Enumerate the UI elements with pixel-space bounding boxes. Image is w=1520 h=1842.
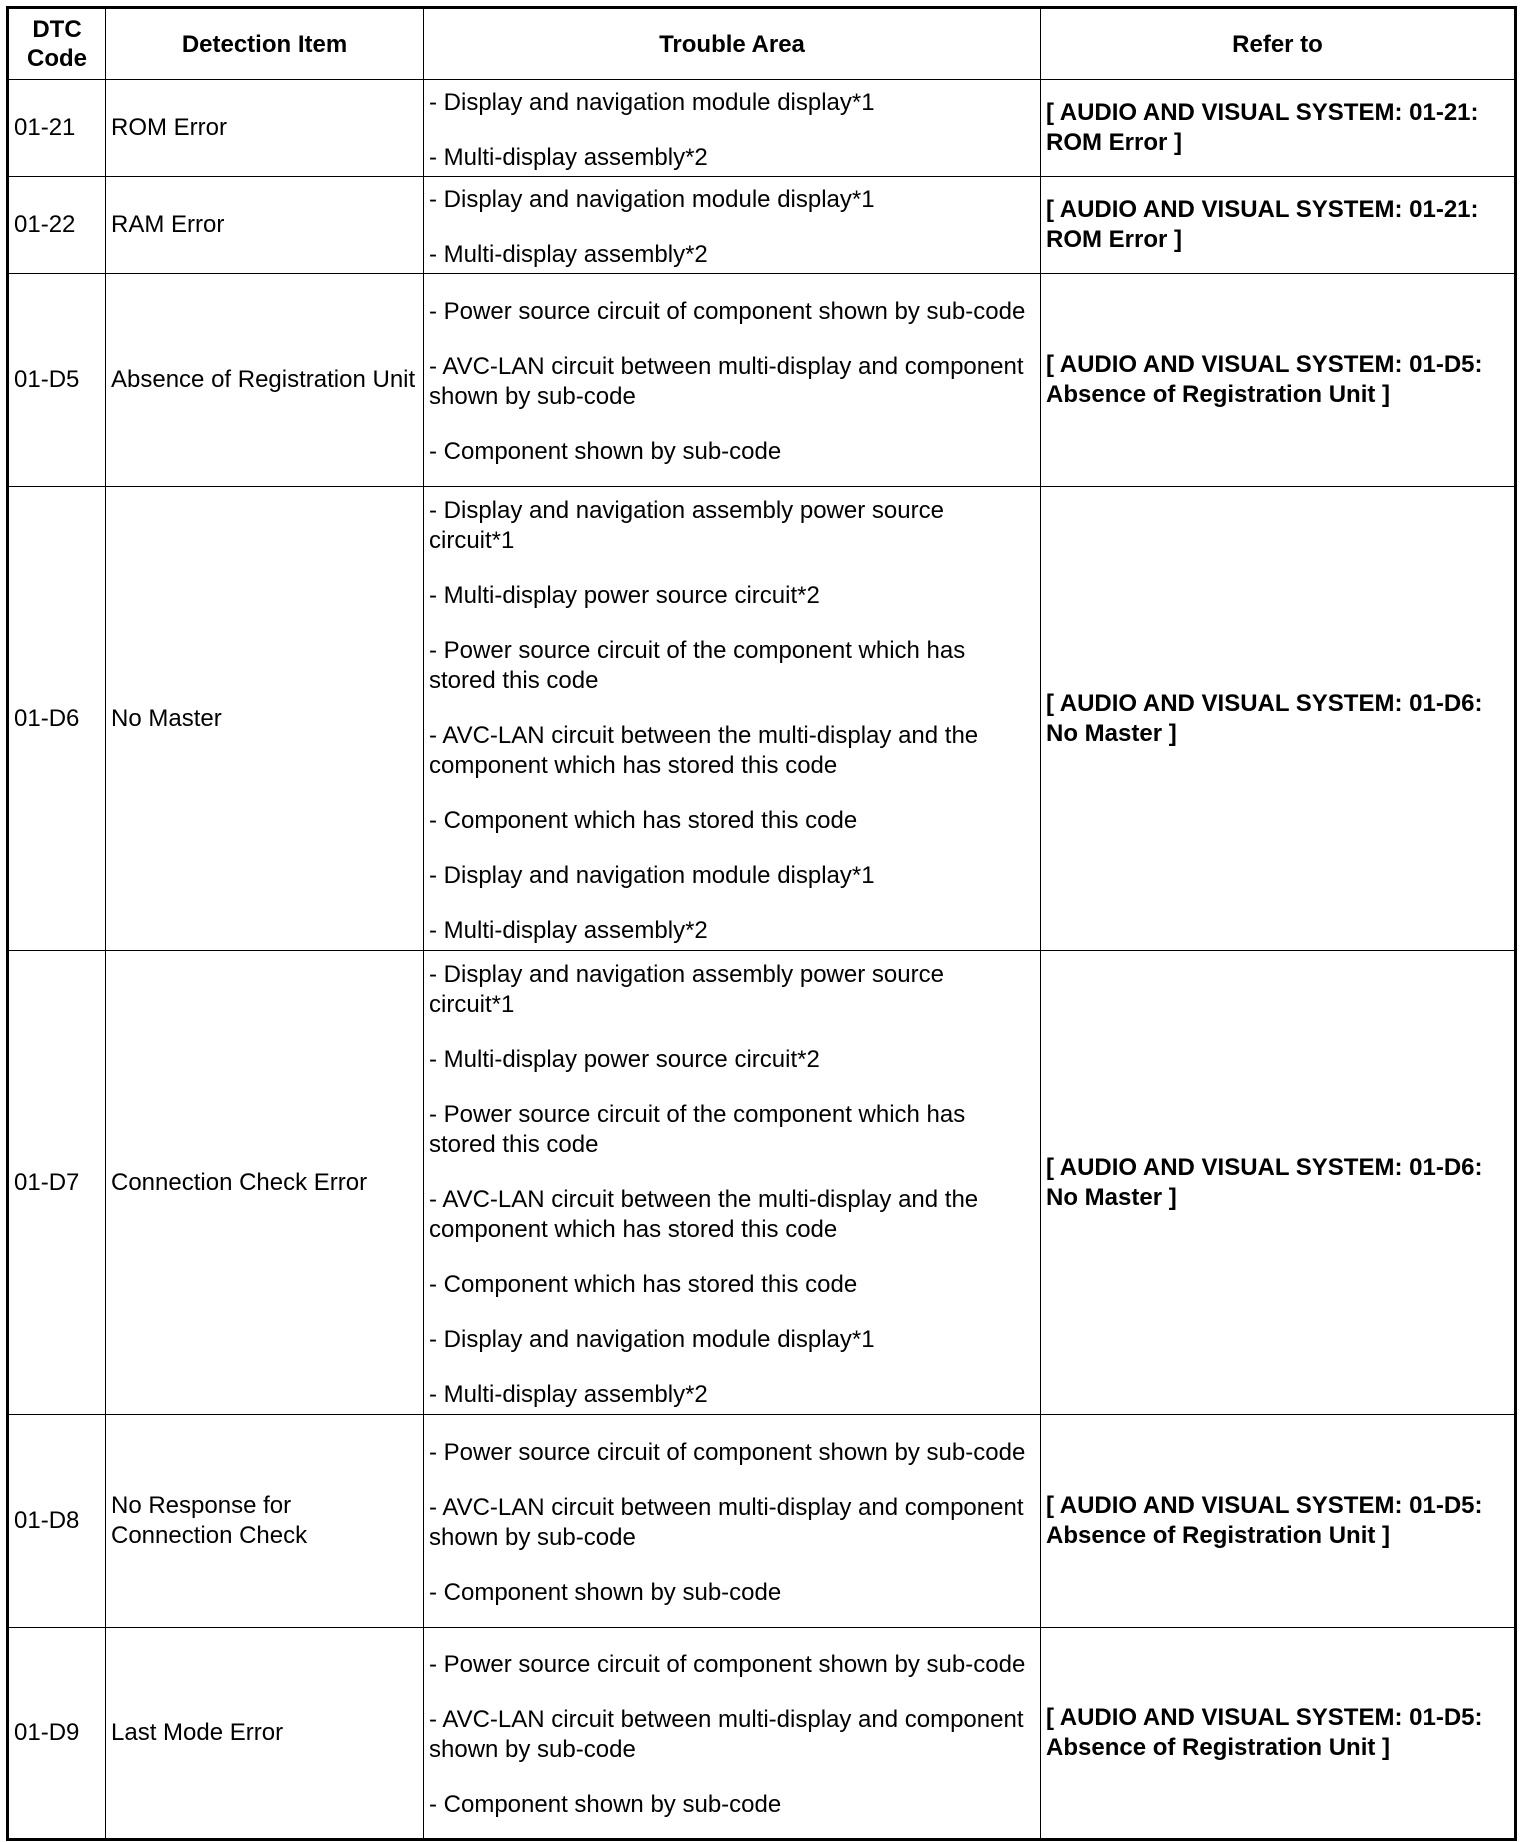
dtc-code-cell: 01-D9 — [8, 1628, 106, 1840]
table-row — [8, 1415, 1516, 1628]
trouble-area-item: - Display and navigation module display*1 — [429, 185, 875, 213]
trouble-area-item: - Multi-display assembly*2 — [429, 240, 708, 268]
trouble-area-item: - Power source circuit of component shown by sub-code — [429, 298, 1026, 325]
trouble-area-cell — [424, 951, 1041, 1415]
dtc-code-cell: 01-D8 — [8, 1415, 106, 1628]
detection-item-cell: Last Mode Error — [106, 1628, 424, 1840]
trouble-area-item: - AVC-LAN circuit between the multi-display and the component which has stored this code — [429, 721, 979, 779]
header-row — [8, 8, 1516, 80]
refer-to-link[interactable]: [ AUDIO AND VISUAL SYSTEM: 01-D6: No Master ] — [1041, 951, 1516, 1415]
table-row — [8, 80, 1516, 177]
refer-to-link[interactable]: [ AUDIO AND VISUAL SYSTEM: 01-21: ROM Error ] — [1041, 80, 1516, 177]
trouble-area-item: - AVC-LAN circuit between the multi-display and the component which has stored this code — [429, 1185, 979, 1243]
table-row — [8, 951, 1516, 1415]
trouble-area-item: - Display and navigation assembly power source circuit*1 — [429, 496, 944, 554]
trouble-area-item: - AVC-LAN circuit between multi-display and component shown by sub-code — [429, 353, 1024, 410]
detection-item-cell: Connection Check Error — [106, 951, 424, 1415]
table-row — [8, 1628, 1516, 1840]
trouble-area-item: - AVC-LAN circuit between multi-display and component shown by sub-code — [429, 1494, 1024, 1551]
trouble-area-item: - Multi-display power source circuit*2 — [429, 1045, 820, 1073]
header-detection-item: Detection Item — [106, 8, 424, 80]
trouble-area-cell — [424, 487, 1041, 951]
trouble-area-cell — [424, 1628, 1041, 1840]
refer-to-link[interactable]: [ AUDIO AND VISUAL SYSTEM: 01-D6: No Master ] — [1041, 487, 1516, 951]
trouble-area-item: - Component which has stored this code — [429, 1270, 858, 1298]
trouble-area-item: - Component shown by sub-code — [429, 438, 782, 465]
trouble-area-item: - Power source circuit of component shown by sub-code — [429, 1439, 1026, 1466]
trouble-area-item: - Multi-display power source circuit*2 — [429, 581, 820, 609]
table-row — [8, 274, 1516, 487]
trouble-area-item: - Display and navigation module display*1 — [429, 861, 875, 889]
trouble-area-cell — [424, 177, 1041, 274]
dtc-code-cell: 01-22 — [8, 177, 106, 274]
trouble-area-item: - Multi-display assembly*2 — [429, 143, 708, 171]
dtc-code-cell: 01-21 — [8, 80, 106, 177]
trouble-area-item: - Multi-display assembly*2 — [429, 916, 708, 944]
trouble-area-item: - Display and navigation assembly power source circuit*1 — [429, 960, 944, 1018]
trouble-area-item: - Power source circuit of the component which has stored this code — [429, 636, 966, 694]
refer-to-link[interactable]: [ AUDIO AND VISUAL SYSTEM: 01-21: ROM Error ] — [1041, 177, 1516, 274]
trouble-area-item: - Component shown by sub-code — [429, 1579, 782, 1606]
dtc-code-cell: 01-D6 — [8, 487, 106, 951]
detection-item-cell: RAM Error — [106, 177, 424, 274]
trouble-area-item: - Multi-display assembly*2 — [429, 1380, 708, 1408]
header-dtc-code: DTC Code — [8, 8, 106, 80]
dtc-table — [6, 6, 1517, 1841]
table-row — [8, 177, 1516, 274]
trouble-area-cell — [424, 80, 1041, 177]
trouble-area-cell — [424, 274, 1041, 487]
header-refer-to: Refer to — [1041, 8, 1516, 80]
trouble-area-item: - Display and navigation module display*1 — [429, 1325, 875, 1353]
trouble-area-item: - Power source circuit of the component which has stored this code — [429, 1100, 966, 1158]
detection-item-cell: No Response for Connection Check — [106, 1415, 424, 1628]
refer-to-link[interactable]: [ AUDIO AND VISUAL SYSTEM: 01-D5: Absence of Registration Unit ] — [1041, 1628, 1516, 1840]
header-trouble-area: Trouble Area — [424, 8, 1041, 80]
dtc-code-cell: 01-D7 — [8, 951, 106, 1415]
trouble-area-item: - Component which has stored this code — [429, 806, 858, 834]
detection-item-cell: ROM Error — [106, 80, 424, 177]
table-row — [8, 487, 1516, 951]
detection-item-cell: No Master — [106, 487, 424, 951]
refer-to-link[interactable]: [ AUDIO AND VISUAL SYSTEM: 01-D5: Absence of Registration Unit ] — [1041, 274, 1516, 487]
trouble-area-item: - Display and navigation module display*1 — [429, 88, 875, 116]
detection-item-cell: Absence of Registration Unit — [106, 274, 424, 487]
trouble-area-item: - Component shown by sub-code — [429, 1791, 782, 1818]
trouble-area-item: - AVC-LAN circuit between multi-display and component shown by sub-code — [429, 1706, 1024, 1763]
dtc-code-cell: 01-D5 — [8, 274, 106, 487]
trouble-area-item: - Power source circuit of component shown by sub-code — [429, 1651, 1026, 1678]
refer-to-link[interactable]: [ AUDIO AND VISUAL SYSTEM: 01-D5: Absence of Registration Unit ] — [1041, 1415, 1516, 1628]
trouble-area-cell — [424, 1415, 1041, 1628]
